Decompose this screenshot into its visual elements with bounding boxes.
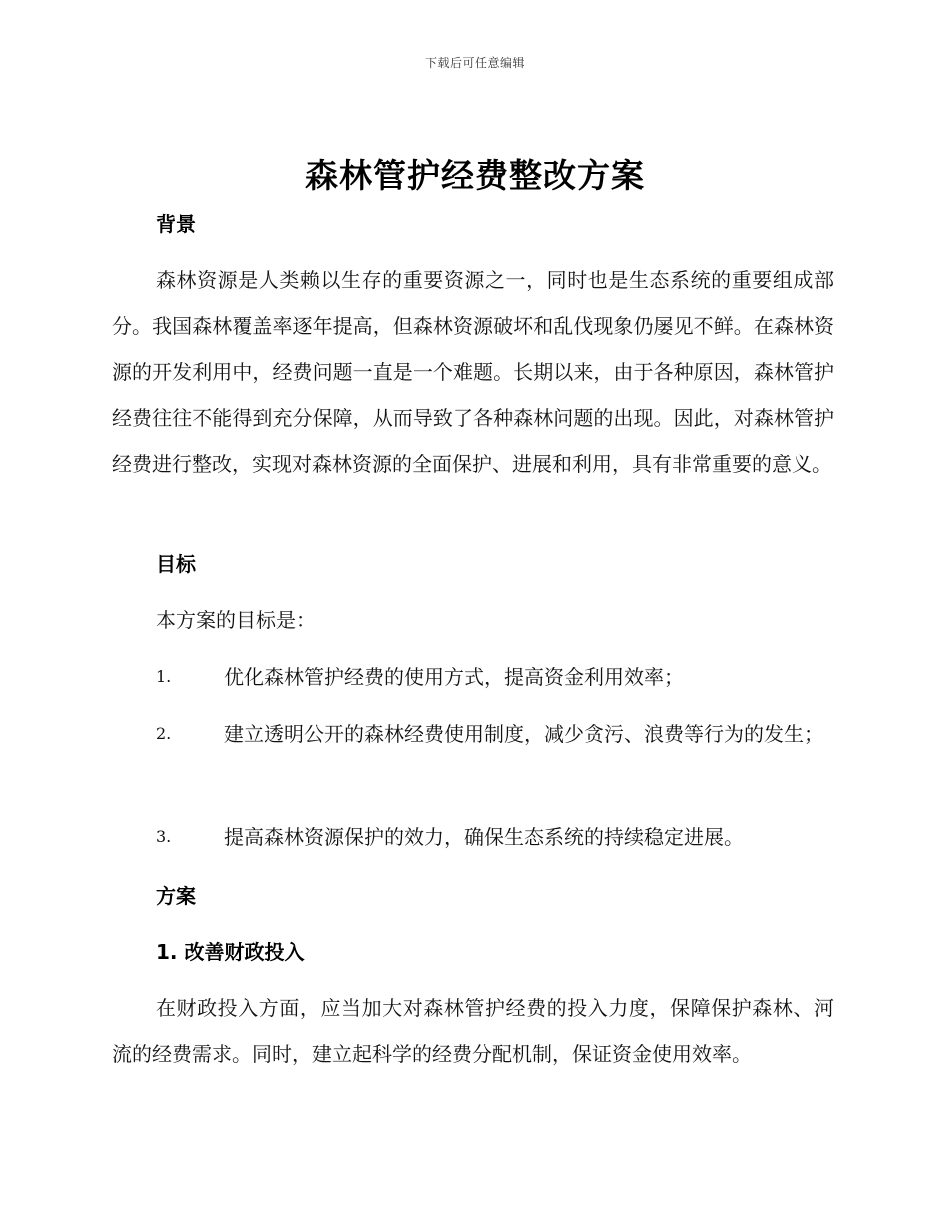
paragraph-plan-1: 在财政投入方面，应当加大对森林管护经费的投入力度，保障保护森林、河流的经费需求。同时，建立起科学的经费分配机制，保证资金使用效率。	[112, 996, 834, 1066]
list-text: 建立透明公开的森林经费使用制度，减少贪污、浪费等行为的发生；	[224, 722, 824, 746]
document-title: 森林管护经费整改方案	[305, 156, 645, 195]
heading-plan: 方案	[156, 884, 196, 908]
subheading-plan-1: 1. 改善财政投入	[156, 940, 305, 964]
paragraph-background: 森林资源是人类赖以生存的重要资源之一，同时也是生态系统的重要组成部分。我国森林覆盖率逐年提高，但森林资源破坏和乱伐现象仍屡见不鲜。在森林资源的开发利用中，经费问题一直是一个难题。长期以来，由于各种原因，森林管护经费往往不能得到充分保障，从而导致了各种森林问题的出现。因此，对森林管护经费进行整改，实现对森林资源的全面保护、进展和利用，具有非常重要的意义。	[112, 268, 834, 476]
goal-item-3	[112, 814, 834, 860]
heading-background: 背景	[156, 212, 196, 236]
heading-goals: 目标	[156, 552, 196, 576]
header-note: 下载后可任意编辑	[424, 56, 525, 70]
list-number: 1.	[156, 667, 172, 686]
list-number: 2.	[156, 724, 172, 743]
goal-item-2	[112, 711, 834, 757]
paragraph-goals-intro: 本方案的目标是：	[156, 608, 316, 632]
list-number: 3.	[156, 827, 172, 846]
list-text: 优化森林管护经费的使用方式，提高资金利用效率；	[224, 665, 684, 689]
list-text: 提高森林资源保护的效力，确保生态系统的持续稳定进展。	[224, 825, 744, 849]
goal-item-1	[112, 654, 834, 700]
